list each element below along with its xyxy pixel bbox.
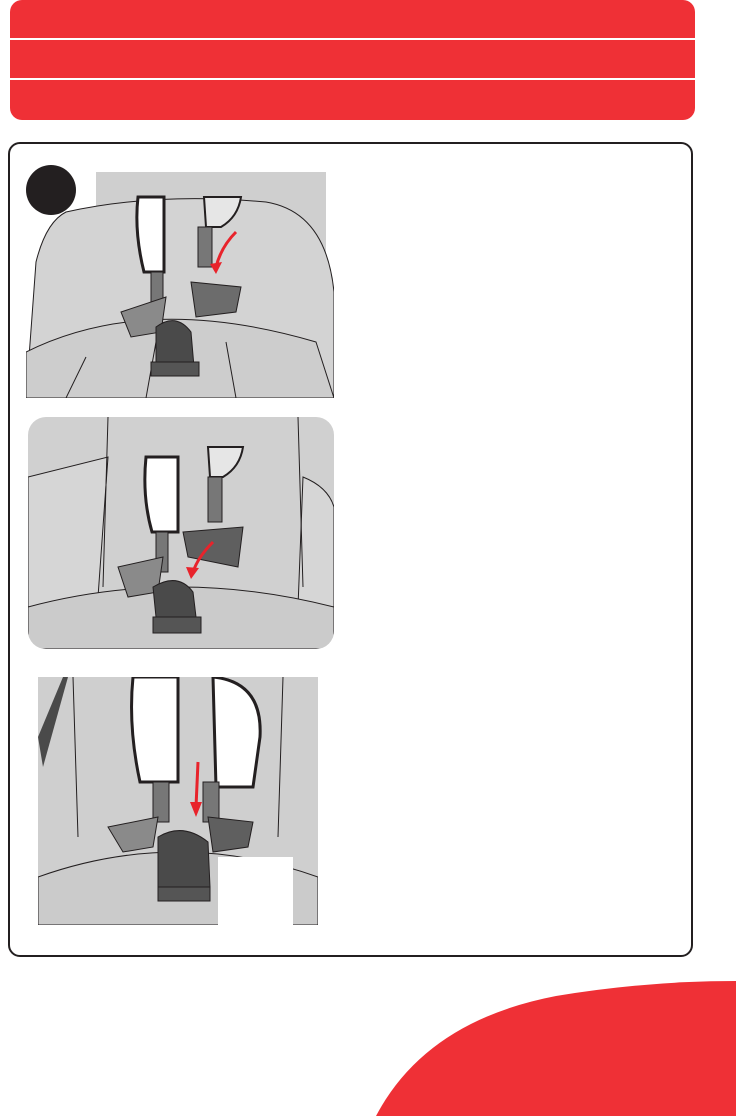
step2-illustration: [28, 417, 334, 649]
step-number-badge: [26, 165, 76, 215]
header-banner: [10, 0, 695, 120]
header-divider: [10, 38, 695, 40]
header-divider: [10, 78, 695, 80]
step3-illustration: [38, 677, 318, 925]
step1-illustration: [26, 172, 334, 398]
page-corner-tab: [376, 981, 736, 1116]
